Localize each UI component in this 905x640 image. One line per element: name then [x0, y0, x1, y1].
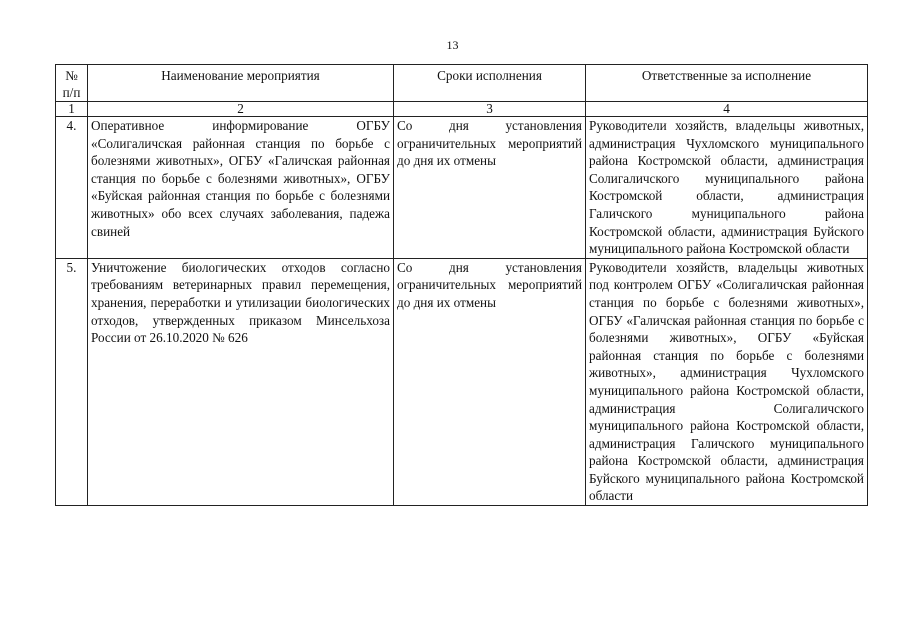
column-number: 2	[88, 102, 394, 117]
row-deadline: Со дня установления ограничительных мероприятий до дня их отмены	[394, 117, 586, 259]
column-number-row	[56, 102, 868, 117]
measures-table	[55, 64, 868, 506]
header-deadline: Сроки исполнения	[394, 65, 586, 102]
table-row	[56, 117, 868, 259]
table-row	[56, 258, 868, 505]
column-number: 1	[56, 102, 88, 117]
row-measure-name: Оперативное информирование ОГБУ «Солигаличская районная станция по борьбе с болезнями животных», ОГБУ «Галичская районная станция по борьбе с болезнями животных», ОГБУ «Буйская районная станция по борьбе с болезнями животных» обо всех случаях заболевания, падежа свиней	[88, 117, 394, 259]
row-responsible: Руководители хозяйств, владельцы животных, администрация Чухломского муниципального района Костромской области, администрация Солигаличского муниципального района Костромской области, администрация Галичского муниципального района Костромской области, администрация Буйского муниципального района Костромской области	[586, 117, 868, 259]
row-responsible: Руководители хозяйств, владельцы животных под контролем ОГБУ «Солигаличская районная станция по борьбе с болезнями животных», ОГБУ «Галичская районная станция по борьбе с болезнями животных», ОГБУ «Буйская районная станция по борьбе с болезнями животных», администрация Чухломского муниципального района Костромской области, администрация Солигаличского муниципального района Костромской области, администрация Галичского муниципального района Костромской области, администрация Буйского муниципального района Костромской области	[586, 258, 868, 505]
row-number: 4.	[56, 117, 88, 259]
header-name: Наименование мероприятия	[88, 65, 394, 102]
row-measure-name: Уничтожение биологических отходов согласно требованиям ветеринарных правил перемещения, хранения, переработки и утилизации биологических отходов, утвержденных приказом Минсельхоза России от 26.10.2020 № 626	[88, 258, 394, 505]
header-number-line2: п/п	[62, 85, 81, 100]
row-number: 5.	[56, 258, 88, 505]
page-number: 13	[446, 38, 459, 52]
header-responsible: Ответственные за исполнение	[586, 65, 868, 102]
table-header-row	[56, 65, 868, 102]
row-deadline: Со дня установления ограничительных мероприятий до дня их отмены	[394, 258, 586, 505]
column-number: 4	[586, 102, 868, 117]
header-number-line1: №	[65, 68, 78, 83]
header-number	[56, 65, 88, 102]
column-number: 3	[394, 102, 586, 117]
